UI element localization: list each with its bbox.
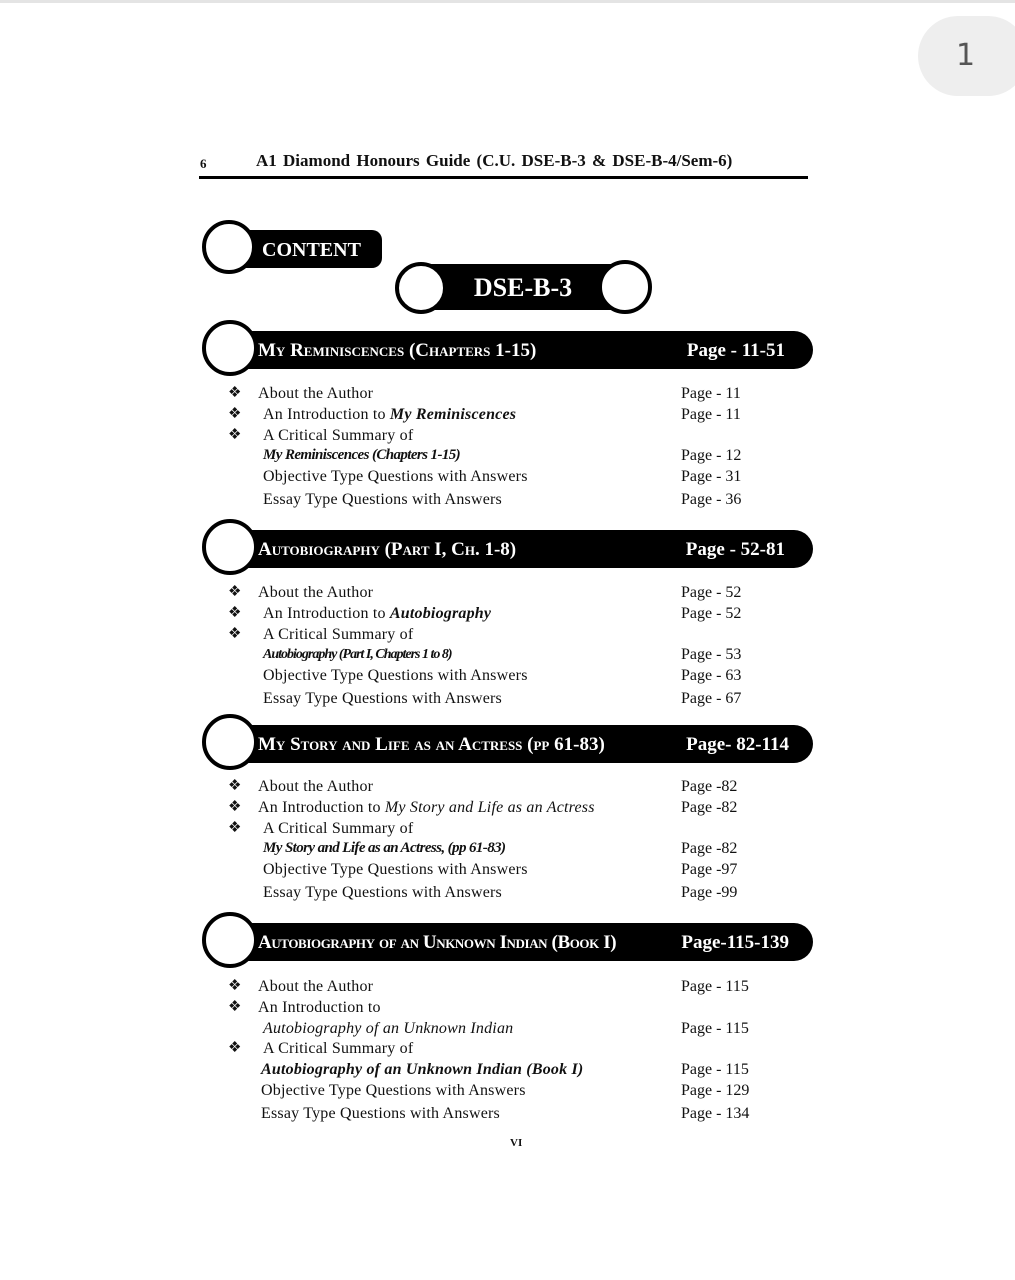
bullet-icon: ❖ [228, 584, 242, 600]
list-item: Essay Type Questions with Answers Page -99 [263, 883, 738, 901]
section-title: My Story and Life as an Actress (pp 61-83) [258, 734, 605, 755]
section-2-bar [232, 530, 813, 568]
list-item: Objective Type Questions with Answers Page - 129 [261, 1081, 750, 1099]
list-item: Objective Type Questions with Answers Page -97 [263, 861, 738, 879]
page-number-badge: 1 [918, 16, 1015, 96]
section-page-range: Page - 11-51 [686, 340, 785, 361]
list-item: Autobiography of an Unknown Indian Page - 115 [263, 1019, 749, 1037]
list-item: Essay Type Questions with Answers Page - 134 [261, 1104, 750, 1122]
list-item: Autobiography (Part I, Chapters 1 to 8) Page - 53 [263, 646, 742, 664]
section-4-bar [232, 923, 813, 961]
section-2-circle-decoration [202, 519, 258, 575]
bullet-icon: ❖ [228, 819, 242, 836]
section-title: My Reminiscences (Chapters 1-15) [258, 340, 537, 361]
footer-page-number: VI [510, 1137, 523, 1149]
running-header-title: A1 Diamond Honours Guide (C.U. DSE-B-3 & DSE-B-4/Sem-6) [256, 151, 733, 170]
bullet-icon: ❖ [228, 405, 242, 422]
list-item: Essay Type Questions with Answers Page - 36 [263, 490, 742, 508]
header-rule [199, 176, 808, 179]
list-item: ❖ An Introduction to Autobiography Page - 52 [228, 604, 742, 622]
bullet-icon: ❖ [228, 625, 242, 642]
list-item: My Reminiscences (Chapters 1-15) Page - 12 [263, 447, 742, 465]
dse-left-circle-decoration [395, 262, 447, 314]
bullet-icon: ❖ [228, 798, 242, 815]
section-3-circle-decoration [202, 714, 258, 770]
list-item: ❖ A Critical Summary of [228, 819, 414, 837]
section-4-list [228, 976, 788, 1124]
bullet-icon: ❖ [228, 998, 242, 1015]
list-item: Autobiography of an Unknown Indian (Book I) Page - 115 [261, 1061, 749, 1079]
dse-heading: DSE-B-3 [420, 264, 620, 310]
section-page-range: Page-115-139 [681, 932, 789, 953]
viewer-top-border [0, 0, 1015, 3]
bullet-icon: ❖ [228, 385, 242, 401]
list-item: ❖ About the Author Page - 52 [228, 584, 742, 601]
list-item: ❖ About the Author Page -82 [228, 778, 738, 795]
list-item: ❖ About the Author Page - 11 [228, 385, 741, 402]
list-item: ❖ A Critical Summary of [228, 426, 414, 444]
bullet-icon: ❖ [228, 978, 242, 994]
section-title: Autobiography of an Unknown Indian (Book I) [258, 932, 617, 953]
list-item: ❖ A Critical Summary of [228, 625, 414, 643]
bullet-icon: ❖ [228, 604, 242, 621]
section-4-circle-decoration [202, 912, 258, 968]
list-item: Essay Type Questions with Answers Page - 67 [263, 689, 742, 707]
dse-right-circle-decoration [598, 260, 652, 314]
section-3-list [228, 776, 788, 903]
bullet-icon: ❖ [228, 426, 242, 443]
content-heading: CONTENT [232, 230, 382, 268]
section-1-bar [232, 331, 813, 369]
list-item: Objective Type Questions with Answers Page - 31 [263, 468, 742, 486]
section-page-range: Page- 82-114 [686, 734, 789, 755]
section-title: Autobiography (Part I, Ch. 1-8) [258, 539, 517, 560]
list-item: ❖ An Introduction to My Reminiscences Page - 11 [228, 405, 741, 423]
list-item: ❖ An Introduction to [228, 998, 381, 1016]
list-item: ❖ About the Author Page - 115 [228, 978, 749, 995]
content-circle-decoration [202, 220, 256, 274]
list-item: My Story and Life as an Actress, (pp 61-83) Page -82 [263, 840, 738, 858]
list-item: Objective Type Questions with Answers Page - 63 [263, 667, 742, 685]
running-page-number: 6 [200, 156, 207, 171]
section-1-list [228, 383, 788, 510]
section-page-range: Page - 52-81 [685, 539, 785, 560]
list-item: ❖ An Introduction to My Story and Life as an Actress Page -82 [228, 798, 738, 816]
section-2-list [228, 582, 788, 709]
bullet-icon: ❖ [228, 778, 242, 794]
section-3-bar [232, 725, 813, 763]
bullet-icon: ❖ [228, 1040, 242, 1057]
list-item: ❖ A Critical Summary of [228, 1040, 414, 1058]
section-1-circle-decoration [202, 320, 258, 376]
